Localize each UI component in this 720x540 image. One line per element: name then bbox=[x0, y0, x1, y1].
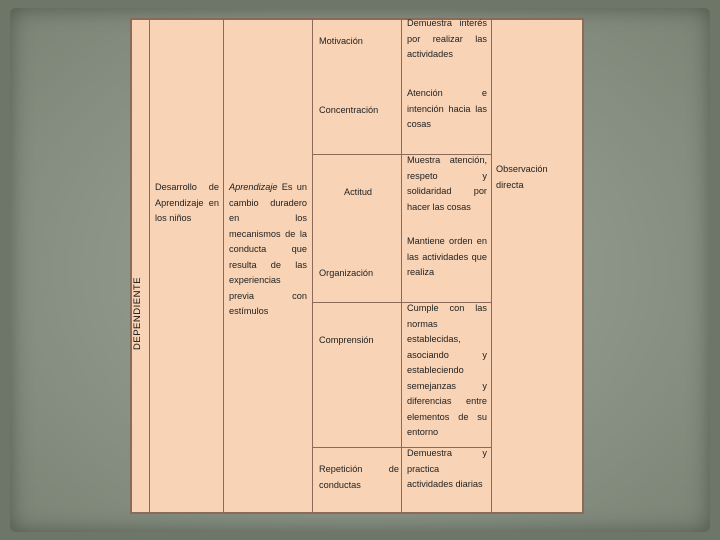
indicator-concentration: Concentración bbox=[319, 105, 379, 115]
operationalization-table bbox=[130, 18, 584, 514]
column-divider bbox=[312, 20, 313, 512]
variable-type-label: DEPENDIENTE bbox=[132, 276, 143, 350]
indicator-motivation: Motivación bbox=[319, 36, 363, 46]
column-divider bbox=[491, 20, 492, 512]
variable-name: Desarrollo de Aprendizaje en los niños bbox=[155, 182, 219, 223]
definition-text: Es un cambio duradero en los mecanismos de la conducta que resulta de las experiencias previa con estímulos bbox=[229, 182, 307, 316]
descriptor-practice: Demuestra y practica actividades diarias bbox=[407, 448, 487, 489]
column-divider bbox=[149, 20, 150, 512]
instrument-label: Observación directa bbox=[496, 164, 548, 190]
dimension-label: Actitud bbox=[343, 187, 373, 197]
descriptor-interest: Demuestra interés por realizar las actividades bbox=[407, 18, 487, 59]
indicator-organization: Organización bbox=[319, 268, 374, 278]
indicator-repetition: Repetición de conductas bbox=[319, 464, 399, 490]
column-divider bbox=[223, 20, 224, 512]
indicator-comprehension: Comprensión bbox=[319, 335, 374, 345]
definition-term: Aprendizaje bbox=[229, 182, 278, 192]
descriptor-order: Mantiene orden en las actividades que realiza bbox=[407, 236, 487, 277]
descriptor-respect: Muestra atención, respeto y solidaridad por hacer las cosas bbox=[407, 155, 487, 212]
column-divider bbox=[401, 20, 402, 512]
descriptor-norms: Cumple con las normas establecidas, asociando y estableciendo semejanzas y diferencias entre elementos de su entorno bbox=[407, 303, 487, 437]
descriptor-attention: Atención e intención hacia las cosas bbox=[407, 88, 487, 129]
conceptual-definition bbox=[229, 180, 307, 320]
